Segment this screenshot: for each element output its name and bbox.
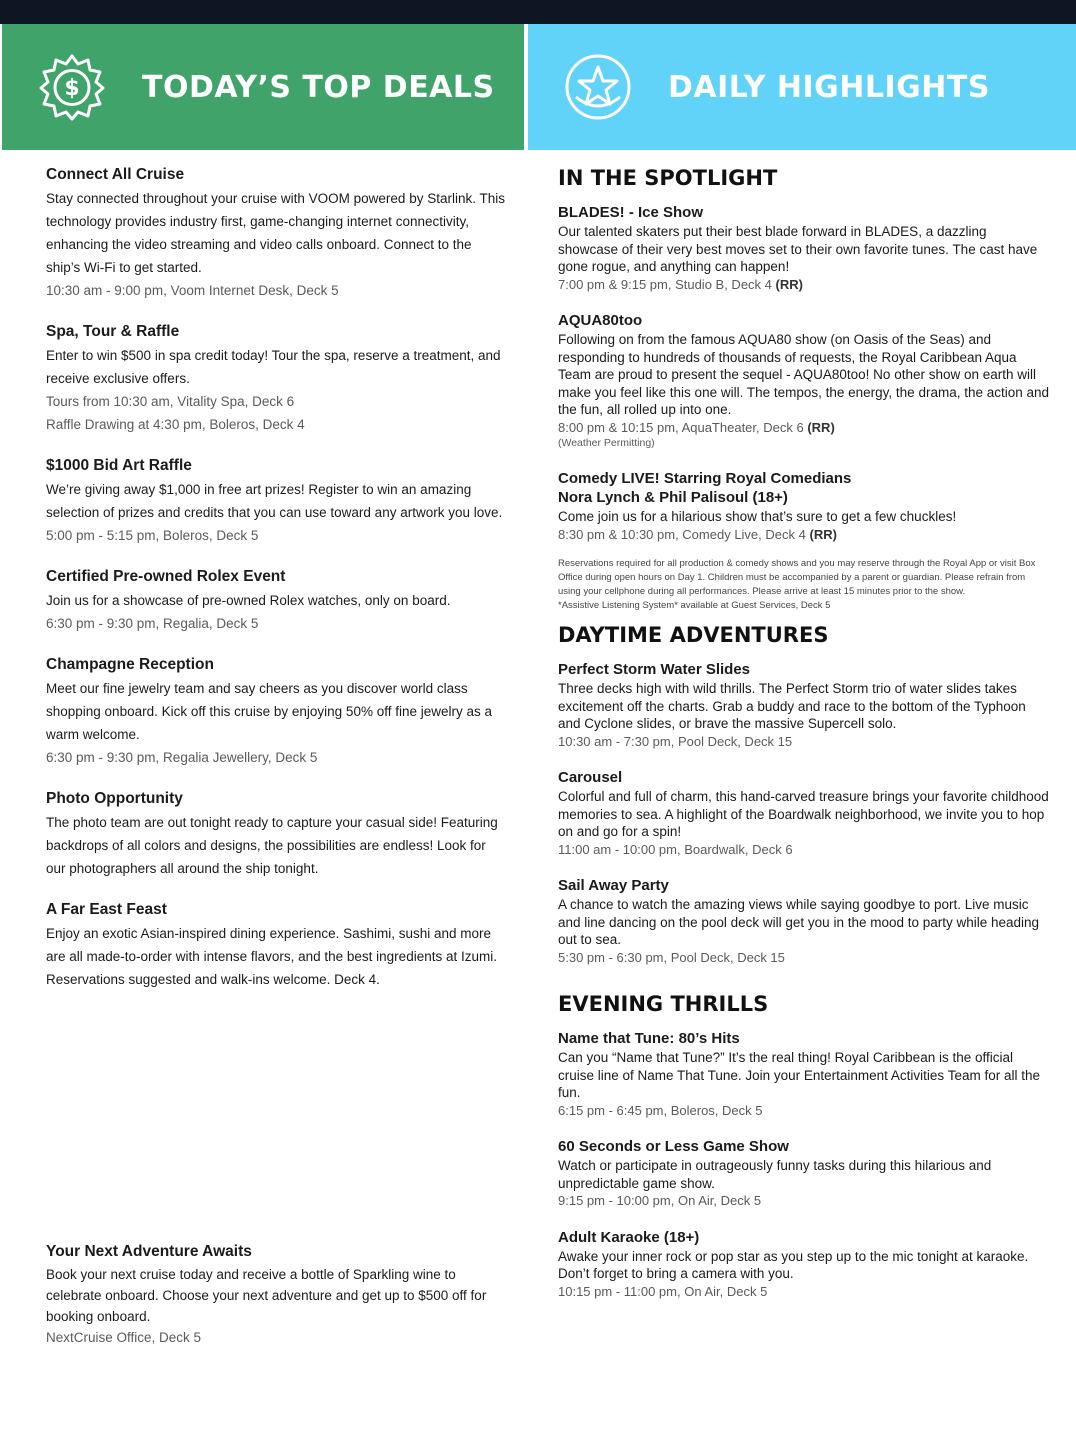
- deal-meta: 6:30 pm - 9:30 pm, Regalia, Deck 5: [46, 616, 259, 631]
- event-title: AQUA80too: [558, 312, 643, 329]
- event-aqua80too: [558, 312, 1050, 451]
- reservation-tag: (RR): [809, 526, 837, 542]
- deal-rolex-event: [46, 568, 506, 635]
- deal-description: We’re giving away $1,000 in free art prizes! Register to win an amazing selection of prizes and credits that you can use toward any artwork you love.: [46, 482, 503, 520]
- deal-connect-all-cruise: [46, 166, 506, 302]
- star-circle-icon: [564, 53, 632, 121]
- deal-next-adventure: [46, 1243, 506, 1348]
- section-heading-spotlight: IN THE SPOTLIGHT: [558, 166, 778, 190]
- event-name-that-tune: [558, 1030, 1050, 1119]
- event-note: (Weather Permitting): [558, 437, 655, 449]
- deal-description: Stay connected throughout your cruise with VOOM powered by Starlink. This technology provides industry first, game-changing internet connectivity, enhancing the video streaming and video calls onboard. Connect to the ship’s Wi-Fi to get started.: [46, 191, 505, 275]
- event-title: 60 Seconds or Less Game Show: [558, 1138, 789, 1155]
- deal-description: Reservations suggested and walk-ins welcome. Deck 4.: [46, 972, 380, 987]
- deal-meta: 10:30 am - 9:00 pm, Voom Internet Desk, Deck 5: [46, 283, 339, 298]
- deal-description: Enjoy an exotic Asian-inspired dining experience. Sashimi, sushi and more are all made-to-order with intense flavors, and the best ingredients at Izumi.: [46, 926, 497, 964]
- deal-description: Join us for a showcase of pre-owned Rolex watches, only on board.: [46, 593, 451, 608]
- event-meta: 10:30 am - 7:30 pm, Pool Deck, Deck 15: [558, 733, 793, 749]
- event-time-location: 8:30 pm & 10:30 pm, Comedy Live, Deck 4: [558, 526, 806, 542]
- deal-title: Champagne Reception: [46, 656, 214, 673]
- deal-meta: 5:00 pm - 5:15 pm, Boleros, Deck 5: [46, 528, 259, 543]
- event-carousel: [558, 769, 1050, 858]
- event-meta: 9:15 pm - 10:00 pm, On Air, Deck 5: [558, 1193, 762, 1208]
- deal-title: Certified Pre-owned Rolex Event: [46, 568, 286, 585]
- event-description: Our talented skaters put their best blade forward in BLADES, a dazzling showcase of their very best moves set to their own favorite tunes. The cast have gone rogue, and anything can happen!: [558, 224, 1038, 274]
- event-description: Following on from the famous AQUA80 show (on Oasis of the Seas) and responding to hundreds of thousands of requests, the Royal Caribbean Aqua Team are proud to present the sequel - AQUA80too! No other show on earth will make you feel like this one will. The tempos, the energy, the drama, the action and the fun, all rolled up into one.: [558, 332, 1050, 417]
- event-title: Sail Away Party: [558, 877, 669, 894]
- event-title: Name that Tune: 80’s Hits: [558, 1030, 740, 1047]
- daily-highlights-header: [528, 24, 1076, 150]
- event-description: Three decks high with wild thrills. The Perfect Storm trio of water slides takes excitement off the charts. Grab a buddy and race to the bottom of the Typhoon and Cyclone slides, or brave the massive Supercell solo.: [558, 681, 1026, 731]
- top-deals-header: [2, 24, 524, 150]
- event-sail-away-party: [558, 877, 1050, 966]
- event-blades: [558, 204, 1050, 293]
- deal-description: Book your next cruise today and receive a bottle of Sparkling wine to celebrate onboard. Choose your next adventure and get up to $500 off for booking onboard.: [46, 1267, 487, 1324]
- daily-highlights-title: DAILY HIGHLIGHTS: [668, 69, 990, 105]
- event-title: Adult Karaoke (18+): [558, 1228, 700, 1246]
- reservation-fineprint: Reservations required for all production & comedy shows and you may reserve through the Royal App or visit Box Office during open hours on Day 1. Children must be accompanied by a parent or guardian. Please refrain from using your cellphone during all performances. Please arrive at least 15 minutes prior to the show.: [558, 558, 1036, 597]
- event-description: A chance to watch the amazing views while saying goodbye to port. Live music and line dancing on the pool deck will get you in the mood to party while heading out to sea.: [558, 897, 1040, 947]
- top-deals-title: TODAY’S TOP DEALS: [142, 69, 495, 105]
- event-meta: 5:30 pm - 6:30 pm, Pool Deck, Deck 15: [558, 949, 785, 965]
- section-heading-evening: EVENING THRILLS: [558, 992, 769, 1016]
- event-water-slides: [558, 661, 1050, 750]
- deal-title: Spa, Tour & Raffle: [46, 323, 180, 340]
- deal-champagne-reception: [46, 656, 506, 769]
- event-meta: 6:15 pm - 6:45 pm, Boleros, Deck 5: [558, 1102, 763, 1118]
- event-adult-karaoke: [558, 1229, 1050, 1301]
- event-description: Colorful and full of charm, this hand-carved treasure brings your favorite childhood memories to sea. A highlight of the Boardwalk neighborhood, we invite you to hop on and go for a spin!: [558, 789, 1049, 839]
- deal-photo-opportunity: [46, 790, 506, 880]
- event-meta: [558, 526, 1050, 544]
- deal-spa-tour-raffle: [46, 323, 506, 436]
- deal-far-east-feast: [46, 901, 506, 991]
- event-time-location: 7:00 pm & 9:15 pm, Studio B, Deck 4: [558, 276, 772, 292]
- deal-title: Photo Opportunity: [46, 790, 183, 807]
- assistive-listening-note: *Assistive Listening System* available at Guest Services, Deck 5: [558, 600, 831, 611]
- event-meta: [558, 276, 1050, 294]
- deal-description: Enter to win $500 in spa credit today! Tour the spa, reserve a treatment, and receive exclusive offers.: [46, 348, 501, 386]
- deal-meta: Raffle Drawing at 4:30 pm, Boleros, Deck 4: [46, 417, 305, 432]
- deal-description: Meet our fine jewelry team and say cheers as you discover world class shopping onboard. Kick off this cruise by enjoying 50% off fine jewelry as a warm welcome.: [46, 681, 493, 742]
- deal-art-raffle: [46, 457, 506, 547]
- event-meta: 10:15 pm - 11:00 pm, On Air, Deck 5: [558, 1283, 768, 1299]
- event-meta: 11:00 am - 10:00 pm, Boardwalk, Deck 6: [558, 841, 793, 857]
- deal-title: A Far East Feast: [46, 901, 167, 918]
- event-description: Watch or participate in outrageously funny tasks during this hilarious and unpredictable game show.: [558, 1158, 992, 1191]
- event-comedy-live: [558, 470, 1050, 543]
- event-description: Can you “Name that Tune?” It’s the real thing! Royal Caribbean is the official cruise line of Name That Tune. Join your Entertainment Activities Team for all the fun.: [558, 1050, 1040, 1100]
- reservation-tag: (RR): [807, 419, 835, 435]
- deals-column: [46, 166, 506, 1012]
- event-description: Come join us for a hilarious show that’s sure to get a few chuckles!: [558, 509, 957, 524]
- event-title: BLADES! - Ice Show: [558, 204, 704, 221]
- section-heading-daytime: DAYTIME ADVENTURES: [558, 623, 829, 647]
- svg-text:$: $: [64, 76, 80, 101]
- deal-meta: Tours from 10:30 am, Vitality Spa, Deck 6: [46, 394, 295, 409]
- event-title: Carousel: [558, 769, 623, 786]
- dollar-badge-icon: [38, 53, 106, 121]
- event-description: Awake your inner rock or pop star as you step up to the mic tonight at karaoke. Don’t forget to bring a camera with you.: [558, 1248, 1029, 1281]
- reservation-tag: (RR): [775, 276, 803, 292]
- event-title: Comedy LIVE! Starring Royal Comedians: [558, 470, 852, 487]
- event-game-show: [558, 1138, 1050, 1210]
- deal-title: Connect All Cruise: [46, 166, 185, 183]
- deal-title: $1000 Bid Art Raffle: [46, 457, 192, 474]
- top-bar: [0, 0, 1076, 24]
- event-subtitle: Nora Lynch & Phil Palisoul (18+): [558, 489, 788, 506]
- deal-meta: NextCruise Office, Deck 5: [46, 1330, 202, 1345]
- deal-title: Your Next Adventure Awaits: [46, 1243, 252, 1260]
- event-title: Perfect Storm Water Slides: [558, 661, 751, 678]
- deal-description: The photo team are out tonight ready to capture your casual side! Featuring backdrops of all colors and designs, the possibilities are endless! Look for our photographers all around the ship tonight.: [46, 815, 498, 876]
- deal-meta: 6:30 pm - 9:30 pm, Regalia Jewellery, Deck 5: [46, 750, 318, 765]
- highlights-column: [558, 166, 1050, 1319]
- event-time-location: 8:00 pm & 10:15 pm, AquaTheater, Deck 6: [558, 419, 804, 435]
- event-meta: [558, 419, 1050, 437]
